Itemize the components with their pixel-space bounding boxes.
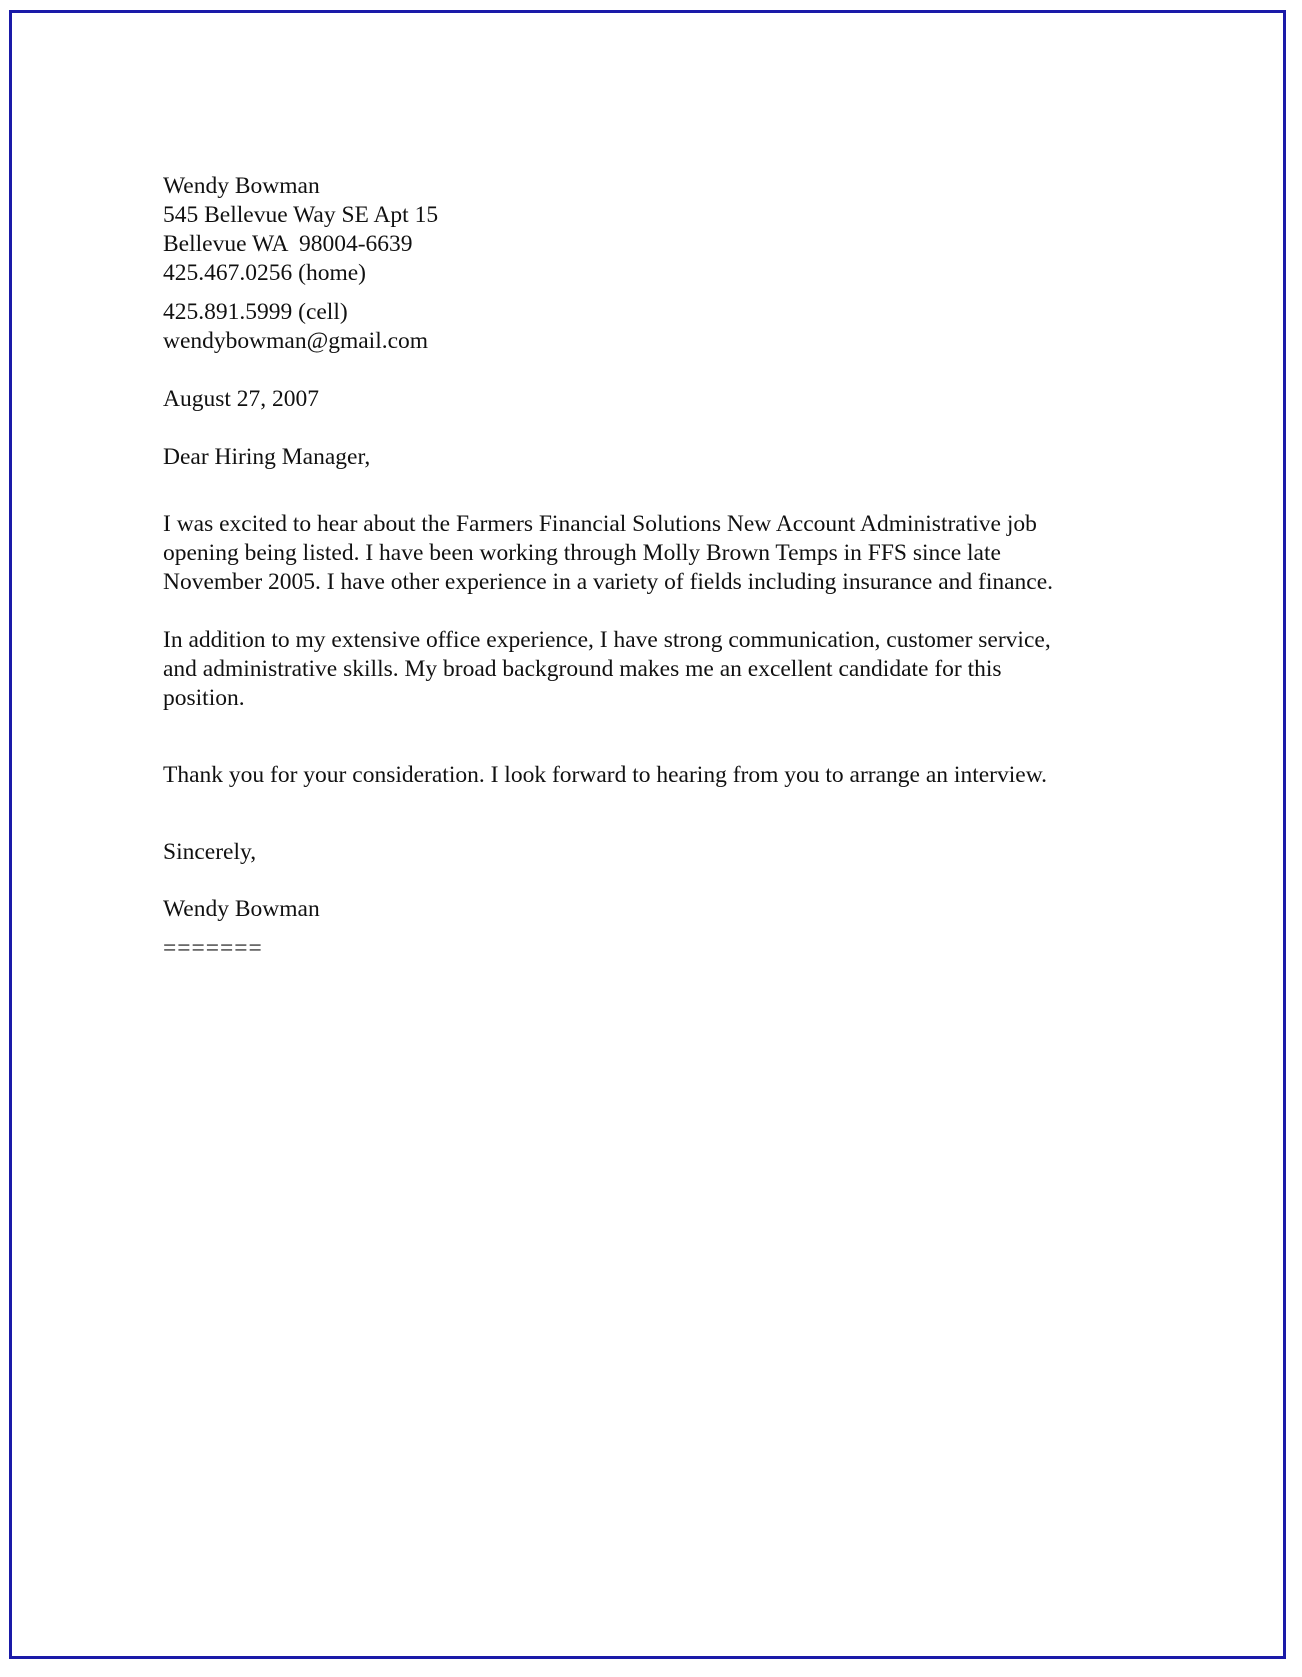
paragraph-line: and administrative skills. My broad background makes me an excellent candidate for this	[163, 656, 1002, 682]
sender-email: wendybowman@gmail.com	[163, 328, 429, 354]
salutation: Dear Hiring Manager,	[163, 444, 371, 470]
letter-date: August 27, 2007	[163, 386, 320, 412]
signature-name: Wendy Bowman	[163, 896, 320, 922]
divider-line: =======	[163, 935, 263, 961]
paragraph-line: November 2005. I have other experience in a variety of fields including insurance and finance.	[163, 569, 1054, 595]
sender-phone-home: 425.467.0256 (home)	[163, 260, 366, 286]
paragraph-line: I was excited to hear about the Farmers Financial Solutions New Account Administrative job	[163, 511, 1037, 537]
sender-address-line1: 545 Bellevue Way SE Apt 15	[163, 202, 439, 228]
paragraph-line: position.	[163, 685, 245, 711]
letter-body	[163, 172, 1223, 963]
sender-address-line2: Bellevue WA 98004-6639	[163, 231, 413, 257]
sender-name: Wendy Bowman	[163, 173, 320, 199]
closing-paragraph: Thank you for your consideration. I look forward to hearing from you to arrange an interview.	[163, 762, 1048, 788]
paragraph-line: In addition to my extensive office experience, I have strong communication, customer service,	[163, 627, 1051, 653]
paragraph-line: opening being listed. I have been working through Molly Brown Temps in FFS since late	[163, 540, 1001, 566]
signoff: Sincerely,	[163, 839, 257, 865]
body-paragraph-1	[163, 510, 1223, 597]
sender-phone-cell: 425.891.5999 (cell)	[163, 299, 348, 325]
body-paragraph-2	[163, 626, 1223, 713]
